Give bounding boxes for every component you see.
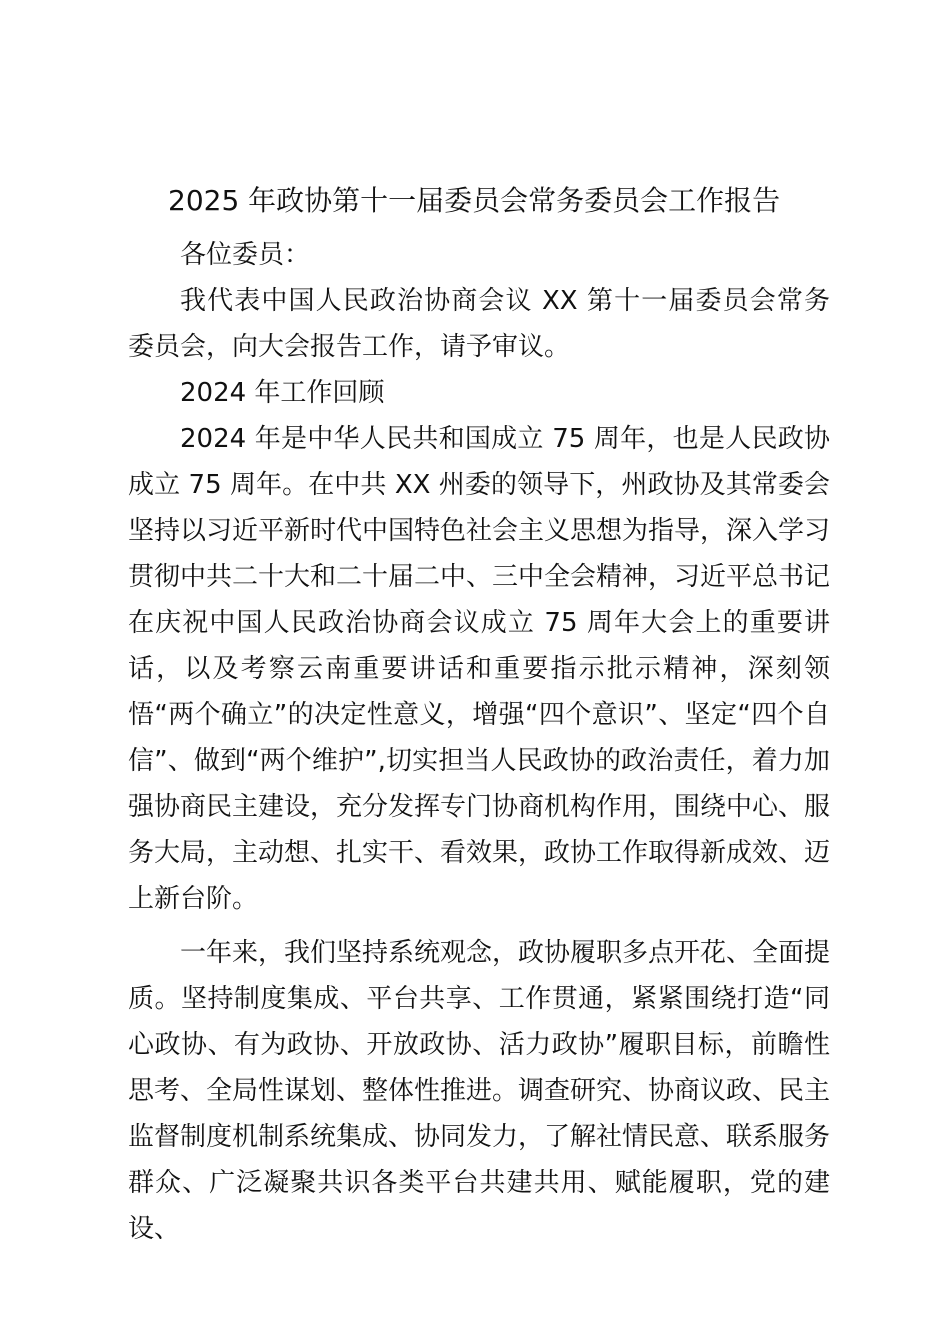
review-paragraph-1: 2024 年是中华人民共和国成立 75 周年，也是人民政协成立 75 周年。在中共 XX 州委的领导下，州政协及其常委会坚持以习近平新时代中国特色社会主义思想为指导，深入学习贯彻中共二十大和二十届二中、三中全会精神，习近平总书记在庆祝中国人民政治协商会议成立 75 周年大会上的重要讲话，以及考察云南重要讲话和重要指示批示精神，深刻领悟“两个确立”的决定性意义，增强“四个意识”、坚定“四个自信”、做到“两个维护”,切实担当人民政协的政治责任，着力加强协商民主建设，充分发挥专门协商机构作用，围绕中心、服务大局，主动想、扎实干、看效果，政协工作取得新成效、迈上新台阶。 <box>128 424 831 914</box>
opening-paragraph: 我代表中国人民政治协商会议 XX 第十一届委员会常务委员会，向大会报告工作，请予审议。 <box>128 286 830 362</box>
salutation: 各位委员： <box>180 240 311 270</box>
section-heading: 2024 年工作回顾 <box>180 378 385 408</box>
document-body <box>128 178 830 1252</box>
document-title: 2025 年政协第十一届委员会常务委员会工作报告 <box>168 184 781 217</box>
review-paragraph-2: 一年来，我们坚持系统观念，政协履职多点开花、全面提质。坚持制度集成、平台共享、工作贯通，紧紧围绕打造“同心政协、有为政协、开放政协、活力政协”履职目标，前瞻性思考、全局性谋划、整体性推进。调查研究、协商议政、民主监督制度机制系统集成、协同发力，了解社情民意、联系服务群众、广泛凝聚共识各类平台共建共用、赋能履职，党的建设、 <box>128 938 831 1244</box>
